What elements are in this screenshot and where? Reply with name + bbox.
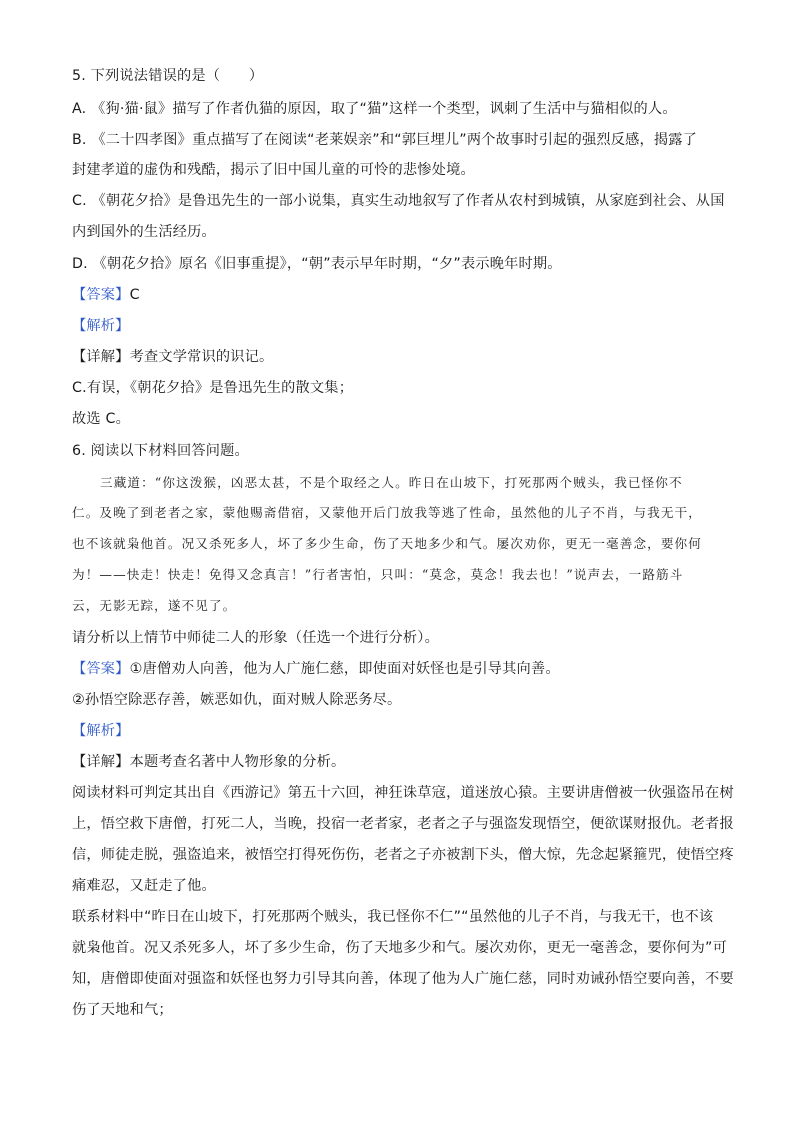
analysis-tag: 【解析】 xyxy=(72,318,130,334)
q5-option-a: A. 《狗·猫·鼠》描写了作者仇猫的原因，取了“猫”这样一个类型，讽刺了生活中与猫相似的人。 xyxy=(72,101,677,117)
q6-detail: 本题考查名著中人物形象的分析。 xyxy=(129,754,346,770)
q6-detail-row xyxy=(72,752,722,772)
q5-detail-row xyxy=(72,347,722,367)
q5-option-b-line1: B. 《二十四孝图》重点描写了在阅读“老莱娱亲”和“郭巨埋儿”两个故事时引起的强烈反感，揭露了 xyxy=(72,132,698,148)
q6-para2-line3: 知，唐僧即使面对强盗和妖怪也努力引导其向善，体现了他为人广施仁慈，同时劝诫孙悟空要向善，不要 xyxy=(72,971,734,987)
q5-option-c-line1: C. 《朝花夕拾》是鲁迅先生的一部小说集，真实生动地叙写了作者从农村到城镇，从家庭到社会、从国 xyxy=(72,193,725,209)
q6-answer-1: ①唐僧劝人向善，他为人广施仁慈，即使面对妖怪也是引导其向善。 xyxy=(129,661,560,677)
detail-tag: 【详解】 xyxy=(72,754,130,770)
q5-detail: 考查文学常识的识记。 xyxy=(129,349,274,365)
q6-stem: 6. 阅读以下材料回答问题。 xyxy=(72,443,249,459)
q5-answer-row xyxy=(72,285,722,305)
q5-option-d: D. 《朝花夕拾》原名《旧事重提》，“朝”表示早年时期，“夕”表示晚年时期。 xyxy=(72,256,562,272)
q6-quote-line4: 为！——快走！快走！免得又念真言！”行者害怕，只叫：“莫念，莫念！我去也！”说声去，一路筋斗 xyxy=(72,567,684,582)
q6-para2-line1: 联系材料中“昨日在山坡下，打死那两个贼头，我已怪你不仁”“虽然他的儿子不肖，与我无干，也不该 xyxy=(72,909,714,925)
q5-analysis-row xyxy=(72,316,722,336)
q5-stem: 5. 下列说法错误的是（ ） xyxy=(72,68,264,84)
q6-quote-line1: 三藏道：“你这泼猴，凶恶太甚，不是个取经之人。昨日在山坡下，打死那两个贼头，我已怪你不 xyxy=(100,475,683,490)
q5-option-b-line2: 封建孝道的虚伪和残酷，揭示了旧中国儿童的可怜的悲惨处境。 xyxy=(72,162,475,178)
q5-answer: C xyxy=(129,287,140,303)
q5-explanation-line2: C.有误，《朝花夕拾》是鲁迅先生的散文集； xyxy=(72,380,354,396)
q6-para2-line2: 就枭他首。况又杀死多人，坏了多少生命，伤了天地多少和气。屡次劝你，更无一毫善念，要你何为”可 xyxy=(72,940,727,956)
q6-para1-line3: 信，师徒走脱，强盗追来，被悟空打得死伤伤，老者之子亦被割下头，僧大惊，先念起紧箍咒，使悟空疼 xyxy=(72,847,734,863)
q6-quote-line3: 也不该就枭他首。况又杀死多人，坏了多少生命，伤了天地多少和气。屡次劝你，更无一毫善念，要你何 xyxy=(72,536,702,551)
q6-answer-2: ②孙悟空除恶存善，嫉恶如仇，面对贼人除恶务尽。 xyxy=(72,692,402,708)
q6-para2-line4: 伤了天地和气； xyxy=(72,1002,173,1018)
analysis-tag: 【解析】 xyxy=(72,723,130,739)
q6-para1-line1: 阅读材料可判定其出自《西游记》第五十六回，神狂诛草寇，道迷放心猿。主要讲唐僧被一伙强盗吊在树 xyxy=(72,785,734,801)
q5-explanation-line3: 故选 C。 xyxy=(72,411,130,427)
answer-tag: 【答案】 xyxy=(72,287,130,303)
answer-tag: 【答案】 xyxy=(72,661,130,677)
q6-question: 请分析以上情节中师徒二人的形象（任选一个进行分析）。 xyxy=(72,630,439,646)
q6-analysis-row xyxy=(72,721,722,741)
q6-para1-line2: 上，悟空救下唐僧，打死二人，当晚，投宿一老者家，老者之子与强盗发现悟空，便欲谋财报仇。老者报 xyxy=(72,816,734,832)
q6-quote-line2: 仁。及晚了到老者之家，蒙他赐斋借宿，又蒙他开后门放我等逃了性命，虽然他的儿子不肖，与我无干， xyxy=(72,505,702,520)
q6-quote-line5: 云，无影无踪，遂不见了。 xyxy=(72,598,237,613)
detail-tag: 【详解】 xyxy=(72,349,130,365)
q6-para1-line4: 痛难忍，又赶走了他。 xyxy=(72,878,216,894)
q5-option-c-line2: 内到国外的生活经历。 xyxy=(72,224,216,240)
q6-answer-row1 xyxy=(72,659,722,679)
